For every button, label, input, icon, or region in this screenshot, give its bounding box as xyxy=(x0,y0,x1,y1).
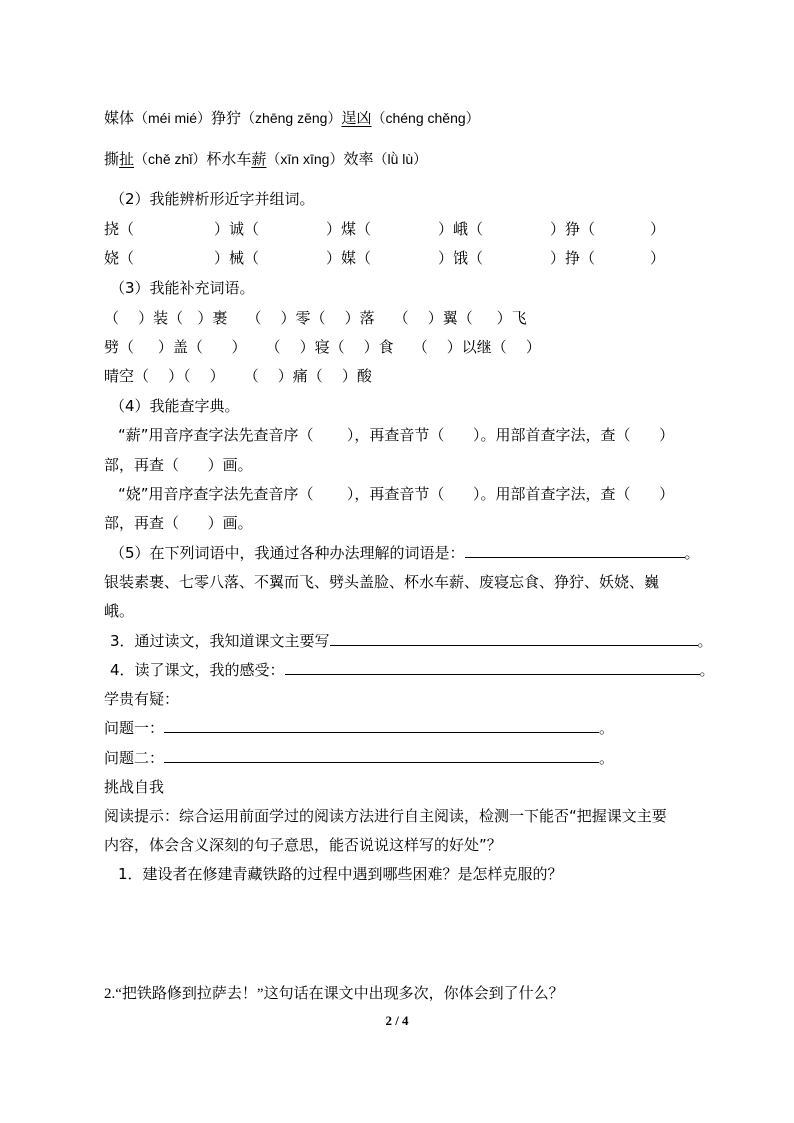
q2-r2-c1: 娆（ xyxy=(104,249,135,267)
q3-row-2: 劈（ ）盖（ ） （ ）寝（ ）食 （ ）以继（ ） xyxy=(104,338,541,356)
questions-heading: 学贵有疑： xyxy=(104,690,180,708)
q2-r1-c5: ）狰（ xyxy=(550,220,596,238)
challenge-tip-line-2: 内容，体会含义深刻的句子意思，能否说说这样写的好处”？ xyxy=(104,836,502,854)
word-beishui-prefix: 杯水车 xyxy=(206,150,252,168)
q5-answer-blank[interactable] xyxy=(465,543,685,558)
q2-r1-c1: 挠（ xyxy=(104,220,135,238)
q5-line xyxy=(110,543,700,563)
q3-row-3: 晴空（ ）（ ） （ ）痛（ ）酸 xyxy=(104,367,372,385)
q2-row-1 xyxy=(104,219,665,239)
pinyin-zhengning: （zhēng zēng） xyxy=(241,110,342,126)
q4-para1-line1: “薪”用音序查字法先查音序（ ），再查音节（ ）。用部首查字法，查（ ） xyxy=(118,426,675,444)
item3-answer-blank[interactable] xyxy=(330,631,698,646)
pinyin-xiaolv: （lǜ lù） xyxy=(373,151,428,167)
pinyin-meiti: （méi mié） xyxy=(134,110,212,126)
item3-end: 。 xyxy=(697,632,713,650)
q2-r2-c6: ） xyxy=(650,249,666,267)
q4-para2-line2: 部，再查（ ）画。 xyxy=(104,514,253,532)
q2-r1-c2: ）诚（ xyxy=(214,220,260,238)
q2-heading: （2）我能辨析形近字并组词。 xyxy=(110,190,315,208)
q4-heading: （4）我能查字典。 xyxy=(110,397,240,415)
item3-line xyxy=(110,631,713,651)
challenge-question-2: 2.“把铁路修到拉萨去！”这句话在课文中出现多次，你体会到了什么？ xyxy=(104,986,564,1002)
word-chengxiong: 逞凶 xyxy=(341,109,372,127)
item4-answer-blank[interactable] xyxy=(285,660,700,675)
question-1-blank[interactable] xyxy=(164,718,599,733)
q3-heading: （3）我能补充词语。 xyxy=(110,279,255,297)
q2-r2-c2: ）械（ xyxy=(214,249,260,267)
pinyin-row-2 xyxy=(104,149,427,169)
item4-text: 4．读了课文，我的感受： xyxy=(110,661,285,679)
q2-r1-c3: ）煤（ xyxy=(326,220,372,238)
word-sichě-prefix: 撕 xyxy=(104,150,120,168)
question-2-blank[interactable] xyxy=(164,748,599,763)
q2-r2-c5: ）挣（ xyxy=(550,249,596,267)
question-2-label: 问题二： xyxy=(104,749,165,767)
q5-words-line-1: 银装素裹、七零八落、不翼而飞、劈头盖脸、杯水车薪、废寝忘食、狰狞、妖娆、巍 xyxy=(104,573,660,591)
q5-text: （5）在下列词语中，我通过各种办法理解的词语是： xyxy=(110,544,465,562)
word-xiaolv: 效率 xyxy=(343,150,374,168)
page-number: 2 / 4 xyxy=(385,1013,409,1028)
word-che-underlined: 扯 xyxy=(119,150,135,168)
challenge-tip-line-1: 阅读提示：综合运用前面学过的阅读方法进行自主阅读，检测一下能否“把握课文主要 xyxy=(104,807,667,825)
q2-row-2 xyxy=(104,248,665,268)
q2-r2-c3: ）媒（ xyxy=(326,249,372,267)
q5-words-line-2: 峨。 xyxy=(104,602,135,620)
question-1-label: 问题一： xyxy=(104,719,165,737)
pinyin-siche: （chě zhǐ） xyxy=(134,151,207,167)
question-2-line xyxy=(104,748,614,768)
q4-para2-line1: “娆”用音序查字法先查音序（ ），再查音节（ ）。用部首查字法，查（ ） xyxy=(118,485,675,503)
pinyin-xin: （xīn xīng） xyxy=(266,151,344,167)
q4-para1-line2: 部，再查（ ）画。 xyxy=(104,456,253,474)
question-1-end: 。 xyxy=(599,719,615,737)
q3-row-1: （ ）装（ ）裹 （ ）零（ ）落 （ ）翼（ ）飞 xyxy=(104,309,527,327)
word-zhengning: 狰狞 xyxy=(211,109,242,127)
challenge-question-1: 1．建设者在修建青藏铁路的过程中遇到哪些困难？是怎样克服的？ xyxy=(118,865,563,883)
q2-r2-c4: ）饿（ xyxy=(438,249,484,267)
question-2-end: 。 xyxy=(599,749,615,767)
q2-r1-c4: ）峨（ xyxy=(438,220,484,238)
q5-end: 。 xyxy=(684,544,700,562)
item4-line xyxy=(110,660,715,680)
pinyin-chengxiong: （chéng chěng） xyxy=(371,110,480,126)
question-1-line xyxy=(104,718,614,738)
pinyin-row-1 xyxy=(104,108,480,128)
challenge-heading: 挑战自我 xyxy=(104,778,165,796)
word-meiti: 媒体 xyxy=(104,109,135,127)
item4-end: 。 xyxy=(699,661,715,679)
q2-r1-c6: ） xyxy=(650,220,666,238)
item3-text: 3．通过读文，我知道课文主要写 xyxy=(110,632,330,650)
word-xin-underlined: 薪 xyxy=(251,150,267,168)
